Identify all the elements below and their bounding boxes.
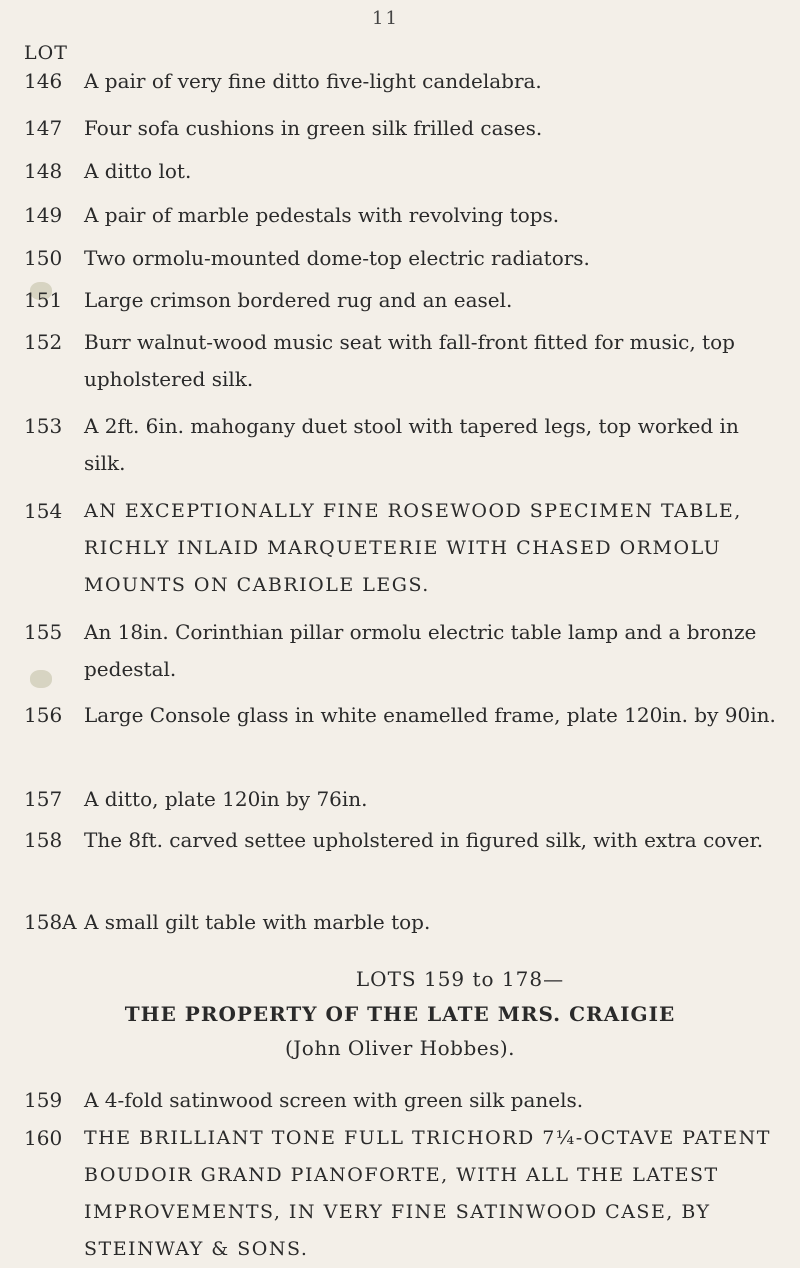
lot-description: Large crimson bordered rug and an easel. [84,288,513,312]
lot-description: AN EXCEPTIONALLY FINE ROSEWOOD SPECIMEN TABLE, RICHLY INLAID MARQUETERIE WITH CHASED ORMOLU MOUNTS ON CABRIOLE LEGS. [84,500,742,596]
page-number: 11 [372,8,399,29]
lot-column-header: LOT [24,42,68,64]
lot-description: A ditto, plate 120in by 76in. [84,787,368,811]
lot-number: 154 [24,499,63,523]
section-subtitle: (John Oliver Hobbes). [284,1036,516,1060]
lot-number: 146 [24,69,63,93]
lot-number: 160 [24,1126,63,1150]
lot-number: 158 [24,828,63,852]
lot-description: THE BRILLIANT TONE FULL TRICHORD 7¼-OCTAVE PATENT BOUDOIR GRAND PIANOFORTE, WITH ALL THE LATEST IMPROVEMENTS, IN VERY FINE SATINWOOD CASE, BY STEINWAY & SONS. [84,1127,771,1260]
lot-description: Burr walnut-wood music seat with fall-front fitted for music, top upholstered silk. [84,330,735,391]
lot-number: 155 [24,620,63,644]
lot-number: 149 [24,203,63,227]
lot-description: A 2ft. 6in. mahogany duet stool with tapered legs, top worked in silk. [84,414,739,475]
stain-mark [30,670,52,688]
lot-description: A 4-fold satinwood screen with green silk panels. [84,1088,584,1112]
lot-number: 158A [24,910,77,934]
lot-number: 148 [24,159,63,183]
section-title: THE PROPERTY OF THE LATE MRS. CRAIGIE [124,1002,676,1026]
lot-number: 157 [24,787,63,811]
lot-description: A pair of marble pedestals with revolving tops. [84,203,560,227]
lot-description: A small gilt table with marble top. [84,910,431,934]
lot-number: 156 [24,703,63,727]
lot-description: Four sofa cushions in green silk frilled cases. [84,116,543,140]
lot-description: An 18in. Corinthian pillar ormolu electric table lamp and a bronze pedestal. [84,620,757,681]
lot-number: 147 [24,116,63,140]
lot-number: 153 [24,414,63,438]
lot-number: 152 [24,330,63,354]
lot-description: A pair of very fine ditto five-light candelabra. [84,69,542,93]
lot-description: Large Console glass in white enamelled frame, plate 120in. by 90in. [84,703,776,727]
lot-description: The 8ft. carved settee upholstered in figured silk, with extra cover. [84,828,764,852]
lot-number: 159 [24,1088,63,1112]
lot-description: A ditto lot. [84,159,192,183]
section-lot-range: LOTS 159 to 178— [355,967,565,991]
lot-description: Two ormolu-mounted dome-top electric radiators. [84,246,590,270]
lot-number: 151 [24,288,63,312]
lot-number: 150 [24,246,63,270]
